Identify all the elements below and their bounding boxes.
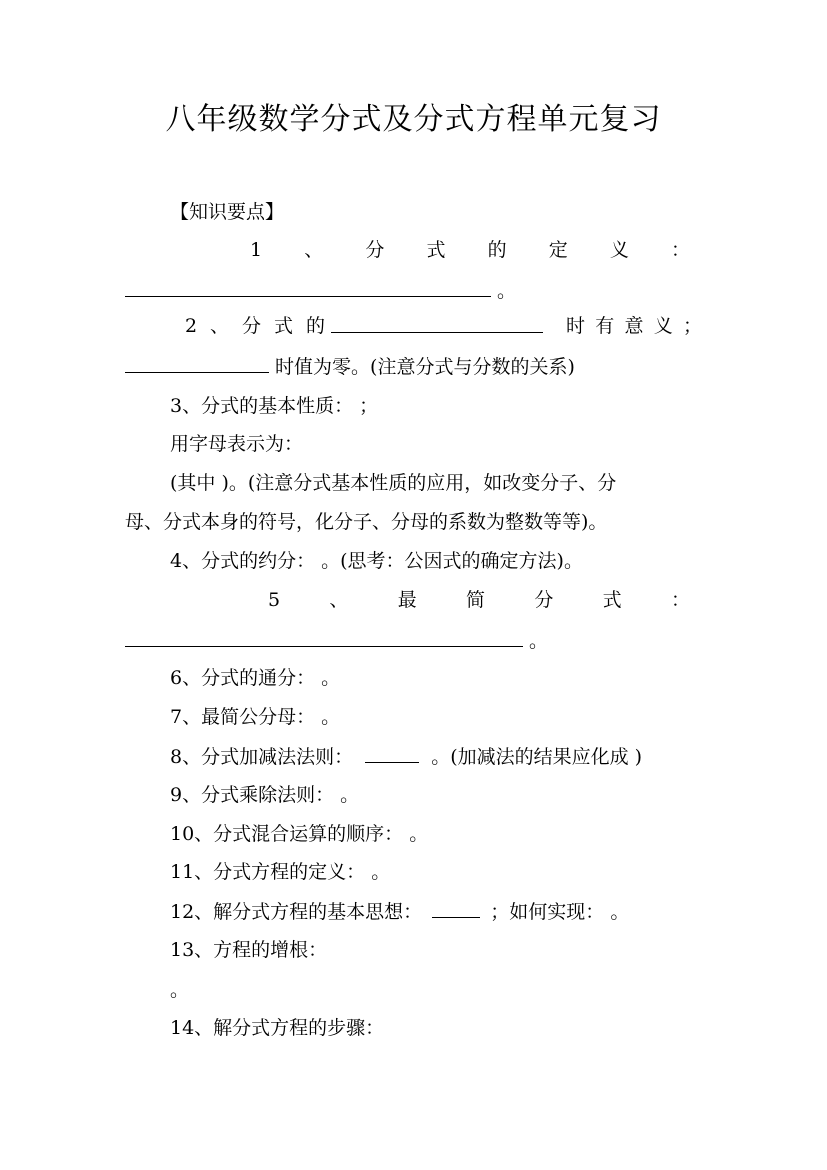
item-3-note-line-1: (其中 )。(注意分式基本性质的应用，如改变分子、分 [170, 472, 617, 494]
item-2-char: 时 [566, 315, 586, 337]
item-5-char: 、 [329, 589, 349, 611]
item-5-char: 分 [534, 589, 554, 611]
item-8-label: 8、分式加减法法则： [170, 746, 354, 768]
item-8-add-subtract-rule [170, 742, 642, 771]
fill-blank[interactable] [125, 626, 523, 647]
item-5-char: 5 [268, 589, 281, 611]
item-1-char: 1 [250, 239, 263, 261]
item-2-char: 2 [185, 315, 198, 337]
item-2-tail: 时值为零。(注意分式与分数的关系) [275, 356, 575, 378]
item-2-char: 的 [305, 315, 325, 337]
item-5-char: 式 [602, 589, 622, 611]
item-2-char: ； [682, 315, 702, 337]
item-2-condition [185, 312, 325, 340]
item-10-operation-order: 10、分式混合运算的顺序： 。 [170, 823, 429, 845]
item-2-char: 、 [210, 315, 230, 337]
item-2-char: 有 [595, 315, 615, 337]
fill-blank[interactable] [125, 352, 269, 373]
fill-blank[interactable] [125, 276, 491, 297]
item-3-letter-form: 用字母表示为： [170, 433, 304, 455]
item-2-char: 义 [653, 315, 673, 337]
item-12-label: 12、解分式方程的基本思想： [170, 901, 423, 923]
item-3-note-line-2: 母、分式本身的符号，化分子、分母的系数为整数等等)。 [125, 511, 608, 533]
item-1-char: 义 [609, 239, 629, 261]
item-5-char: 简 [466, 589, 486, 611]
item-5-answer-line [125, 626, 548, 655]
item-13-extraneous-root: 13、方程的增根： [170, 939, 328, 961]
item-2-char: 式 [273, 315, 293, 337]
item-2-char: 分 [242, 315, 262, 337]
item-1-answer-line [125, 276, 516, 305]
item-7-lcd: 7、最简公分母： 。 [170, 706, 341, 728]
section-heading: 【知识要点】 [170, 201, 285, 223]
item-1-period: 。 [497, 280, 517, 302]
item-3-basic-property: 3、分式的基本性质： ； [170, 395, 379, 417]
item-14-solving-steps: 14、解分式方程的步骤： [170, 1017, 385, 1039]
item-1-definition [250, 236, 690, 264]
item-1-char: ： [670, 239, 690, 261]
item-5-char: 最 [397, 589, 417, 611]
item-5-simplest-fraction [268, 586, 690, 614]
item-2-zero-condition [125, 352, 575, 381]
item-5-period: 。 [529, 630, 549, 652]
item-12-basic-idea [170, 897, 629, 926]
item-9-multiply-divide-rule: 9、分式乘除法则： 。 [170, 784, 360, 806]
item-8-tail: 。(加减法的结果应化成 ) [431, 746, 643, 768]
item-13-period: 。 [170, 979, 190, 1001]
item-12-tail: ；如何实现： 。 [490, 901, 630, 923]
item-11-equation-definition: 11、分式方程的定义： 。 [170, 861, 391, 883]
item-2-blank-wrap [331, 312, 543, 341]
item-1-char: 分 [365, 239, 385, 261]
item-4-reduction: 4、分式的约分： 。(思考：公因式的确定方法)。 [170, 550, 583, 572]
item-1-char: 的 [487, 239, 507, 261]
item-2-condition-end [566, 312, 702, 340]
item-1-char: 、 [304, 239, 324, 261]
item-6-common-denominator: 6、分式的通分： 。 [170, 667, 341, 689]
item-5-char: ： [670, 589, 690, 611]
item-1-char: 式 [426, 239, 446, 261]
fill-blank[interactable] [331, 312, 543, 333]
fill-blank[interactable] [365, 742, 419, 763]
document-title: 八年级数学分式及分式方程单元复习 [165, 102, 662, 137]
item-1-char: 定 [548, 239, 568, 261]
item-2-char: 意 [624, 315, 644, 337]
fill-blank[interactable] [432, 897, 480, 918]
